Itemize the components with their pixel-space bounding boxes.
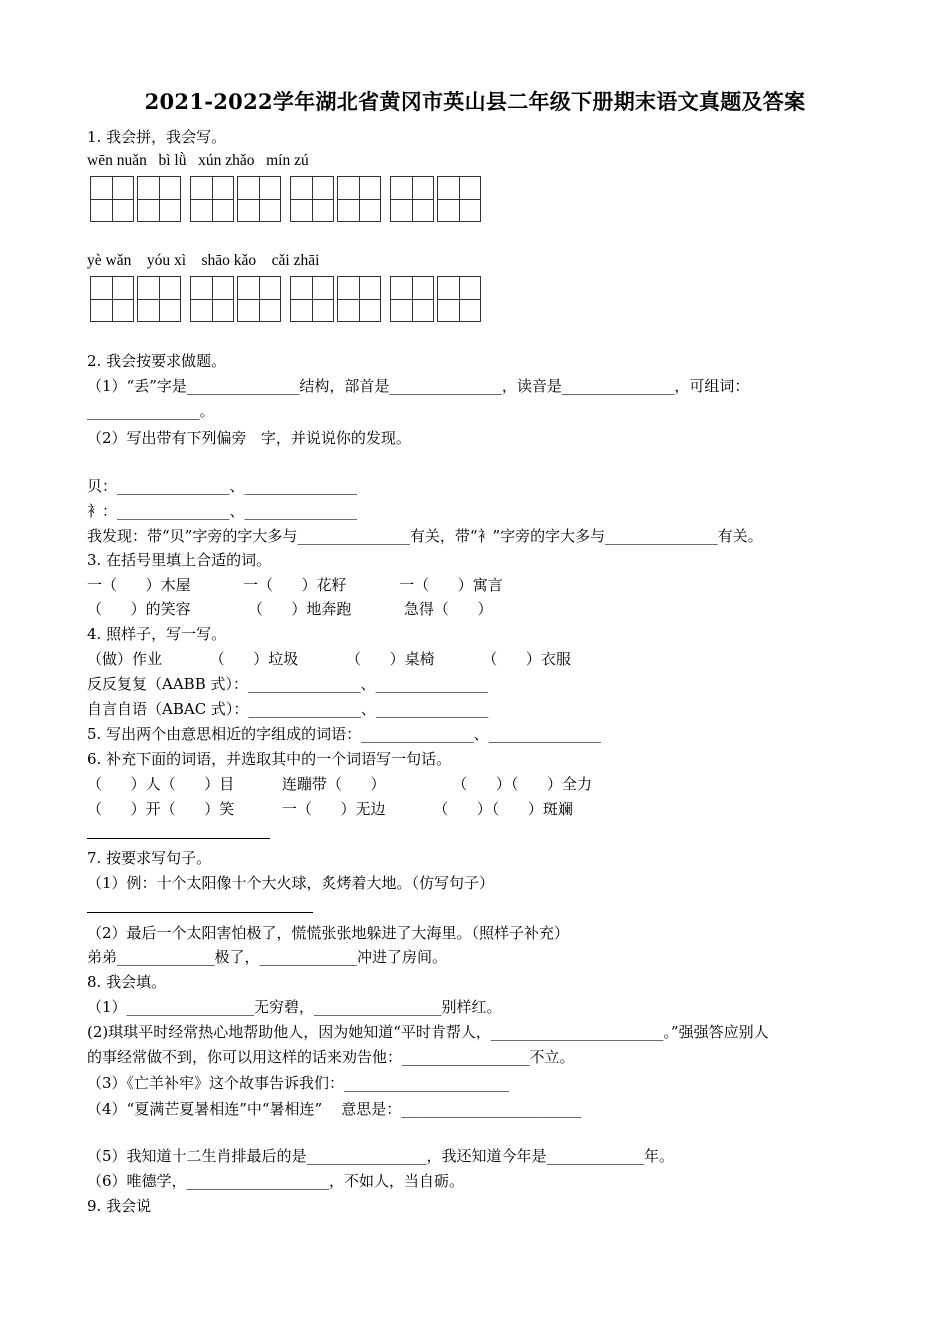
- q2-heading: 2. 我会按要求做题。: [87, 352, 227, 370]
- writing-cell[interactable]: [437, 176, 481, 222]
- q9-heading: 9. 我会说: [87, 1197, 152, 1215]
- q2-line5: 衤：_______________、_______________: [87, 502, 358, 520]
- writing-cell[interactable]: [337, 276, 381, 322]
- q8-line1: （1）_________________无穷碧，_________________别样红。: [87, 998, 502, 1016]
- writing-cell[interactable]: [437, 276, 481, 322]
- q3-line1: 一（ ）木屋 一（ ）花籽 一（ ）寓言: [87, 576, 503, 594]
- writing-cell[interactable]: [390, 176, 434, 222]
- q3-heading: 3. 在括号里填上合适的词。: [87, 551, 272, 569]
- q1-pinyin-row2: yè wǎn yóu xì shāo kǎo cǎi zhāi: [87, 252, 320, 269]
- q2-line4: 贝：_______________、_______________: [87, 477, 358, 495]
- q7-line1: （1）例：十个太阳像十个大火球，炙烤着大地。（仿写句子）: [87, 874, 495, 892]
- q3-line2: （ ）的笑容 （ ）地奔跑 急得（ ）: [87, 600, 493, 618]
- q1-writing-grid-row2: [90, 276, 481, 322]
- writing-cell[interactable]: [137, 176, 181, 222]
- writing-box[interactable]: [190, 276, 281, 322]
- writing-cell[interactable]: [90, 276, 134, 322]
- q6-answer-line[interactable]: [87, 838, 270, 839]
- q1-writing-grid-row1: [90, 176, 481, 222]
- q4-heading: 4. 照样子，写一写。: [87, 625, 227, 643]
- q2-line2: _______________。: [87, 402, 215, 420]
- writing-cell[interactable]: [137, 276, 181, 322]
- q4-line3: 自言自语（ABAC 式）：_______________、_______________: [87, 700, 489, 718]
- q8-line2: (2)琪琪平时经常热心地帮助他人，因为她知道“平时肯帮人，_______________________。”强强答应别人: [87, 1023, 769, 1041]
- writing-box[interactable]: [190, 176, 281, 222]
- q4-line2: 反反复复（AABB 式）：_______________、_______________: [87, 675, 488, 693]
- q2-line6: 我发现：带“贝”字旁的字大多与_______________有关，带“衤”字旁的字大多与_______________有关。: [87, 527, 763, 545]
- q1-pinyin-row1: wēn nuǎn bì lǜ xún zhǎo mín zú: [87, 152, 309, 169]
- q6-line2: （ ）开（ ）笑 一（ ）无边 （ ）（ ）斑斓: [87, 800, 573, 818]
- q8-line6: （5）我知道十二生肖排最后的是________________，我还知道今年是_____________年。: [87, 1147, 675, 1165]
- q2-line3: （2）写出带有下列偏旁 字，并说说你的发现。: [87, 429, 411, 447]
- q1-heading: 1. 我会拼，我会写。: [87, 128, 227, 146]
- writing-box[interactable]: [90, 176, 181, 222]
- q8-line4: （3）《亡羊补牢》这个故事告诉我们：______________________: [87, 1074, 510, 1092]
- q7-line2: （2）最后一个太阳害怕极了，慌慌张张地躲进了大海里。（照样子补充）: [87, 924, 570, 942]
- writing-cell[interactable]: [290, 176, 334, 222]
- q4-line1: （做）作业 （ ）垃圾 （ ）桌椅 （ ）衣服: [87, 650, 571, 668]
- q6-line1: （ ）人（ ）目 连蹦带（ ） （ ）（ ）全力: [87, 775, 592, 793]
- writing-cell[interactable]: [390, 276, 434, 322]
- writing-cell[interactable]: [237, 176, 281, 222]
- q6-heading: 6. 补充下面的词语，并选取其中的一个词语写一句话。: [87, 750, 452, 768]
- q2-line1: （1）“丢”字是_______________结构，部首是_______________，读音是_______________，可组词：: [87, 377, 750, 395]
- q7-line3: 弟弟_____________极了，_____________冲进了房间。: [87, 948, 448, 966]
- writing-box[interactable]: [290, 276, 381, 322]
- writing-cell[interactable]: [337, 176, 381, 222]
- q8-heading: 8. 我会填。: [87, 973, 167, 991]
- writing-cell[interactable]: [190, 276, 234, 322]
- q7-heading: 7. 按要求写句子。: [87, 849, 212, 867]
- q8-line5: （4）“夏满芒夏暑相连”中“暑相连” 意思是：________________________: [87, 1100, 582, 1118]
- page-title: 2021-2022学年湖北省黄冈市英山县二年级下册期末语文真题及答案: [144, 89, 806, 114]
- q8-line7: （6）唯德学，___________________，不如人，当自砺。: [87, 1172, 465, 1190]
- writing-box[interactable]: [290, 176, 381, 222]
- writing-box[interactable]: [390, 176, 481, 222]
- q5-line: 5. 写出两个由意思相近的字组成的词语：_______________、_______________: [87, 725, 602, 743]
- writing-cell[interactable]: [290, 276, 334, 322]
- writing-box[interactable]: [90, 276, 181, 322]
- writing-cell[interactable]: [237, 276, 281, 322]
- writing-cell[interactable]: [90, 176, 134, 222]
- writing-box[interactable]: [390, 276, 481, 322]
- writing-cell[interactable]: [190, 176, 234, 222]
- q7-answer-line[interactable]: [87, 912, 313, 913]
- q8-line3: 的事经常做不到，你可以用这样的话来劝告他：_________________不立。: [87, 1048, 575, 1066]
